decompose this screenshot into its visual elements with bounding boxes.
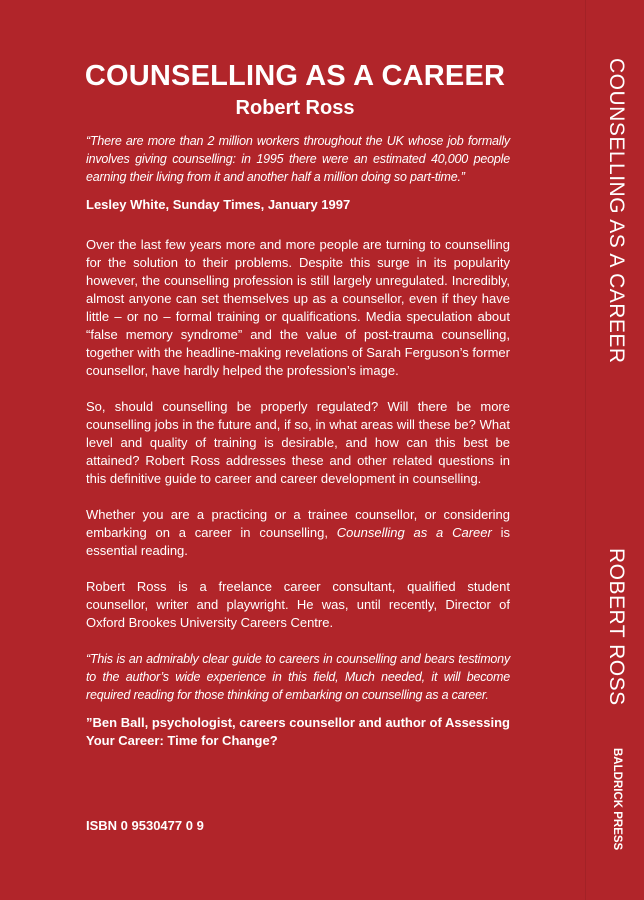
isbn: ISBN 0 9530477 0 9	[86, 818, 204, 833]
spine-publisher: BALDRICK PRESS	[611, 748, 623, 851]
review-quote-1-attribution: Lesley White, Sunday Times, January 1997	[86, 197, 351, 212]
author-bio: Robert Ross is a freelance career consultant, qualified student counsellor, writer and playwright. He was, until recently, Director of Oxford Brookes University Careers Centre.	[86, 579, 510, 630]
spine-title: COUNSELLING AS A CAREER	[605, 58, 628, 364]
blurb-paragraph-2: So, should counselling be properly regulated? Will there be more counselling jobs in the future and, if so, in what areas will these be? What level and quality of training is desirable, and how can this best be attained? Robert Ross addresses these and other related questions in this definitive guide to career and career development in counselling.	[86, 399, 510, 486]
blurb-paragraph-1: Over the last few years more and more people are turning to counselling for the solution to their problems. Despite this surge in its popularity however, the counselling profession is still largely unregulated. Incredibly, almost anyone can set themselves up as a counsellor, even if they have little – or no – formal training or qualifications. Media speculation about “false memory syndrome” and the value of post-trauma counselling, together with the headline-making revelations of Sarah Ferguson’s former counsellor, have hardly helped the profession’s image.	[86, 237, 510, 378]
book-author: Robert Ross	[235, 97, 355, 119]
spine-author: ROBERT ROSS	[605, 548, 628, 706]
blurb-paragraph-3	[86, 506, 510, 560]
review-quote-1: “There are more than 2 million workers throughout the UK whose job formally involves giving counselling: in 1995 there were an estimated 40,000 people earning their living from it and another half a million doing so part-time.”	[86, 134, 510, 184]
review-quote-2: “This is an admirably clear guide to careers in counselling and bears testimony to the author’s wide experience in this field, Much needed, it will become required reading for those thinking of embarking on counselling as a career.	[86, 652, 510, 702]
book-title: COUNSELLING AS A CAREER	[84, 60, 506, 92]
spine-divider	[585, 0, 586, 900]
book-spine	[589, 0, 644, 900]
blurb-content	[86, 132, 510, 750]
book-title-italic: Counselling as a Career	[336, 525, 492, 540]
review-quote-2-attribution: ”Ben Ball, psychologist, careers counsellor and author of Assessing Your Career: Time for Change?	[86, 715, 510, 748]
blurb-paragraph-3-end: is essential reading.	[86, 525, 511, 558]
blurb-paragraph-3-start: Whether you are a practicing or a trainee counsellor, or considering embarking on a career in counselling,	[86, 507, 510, 540]
